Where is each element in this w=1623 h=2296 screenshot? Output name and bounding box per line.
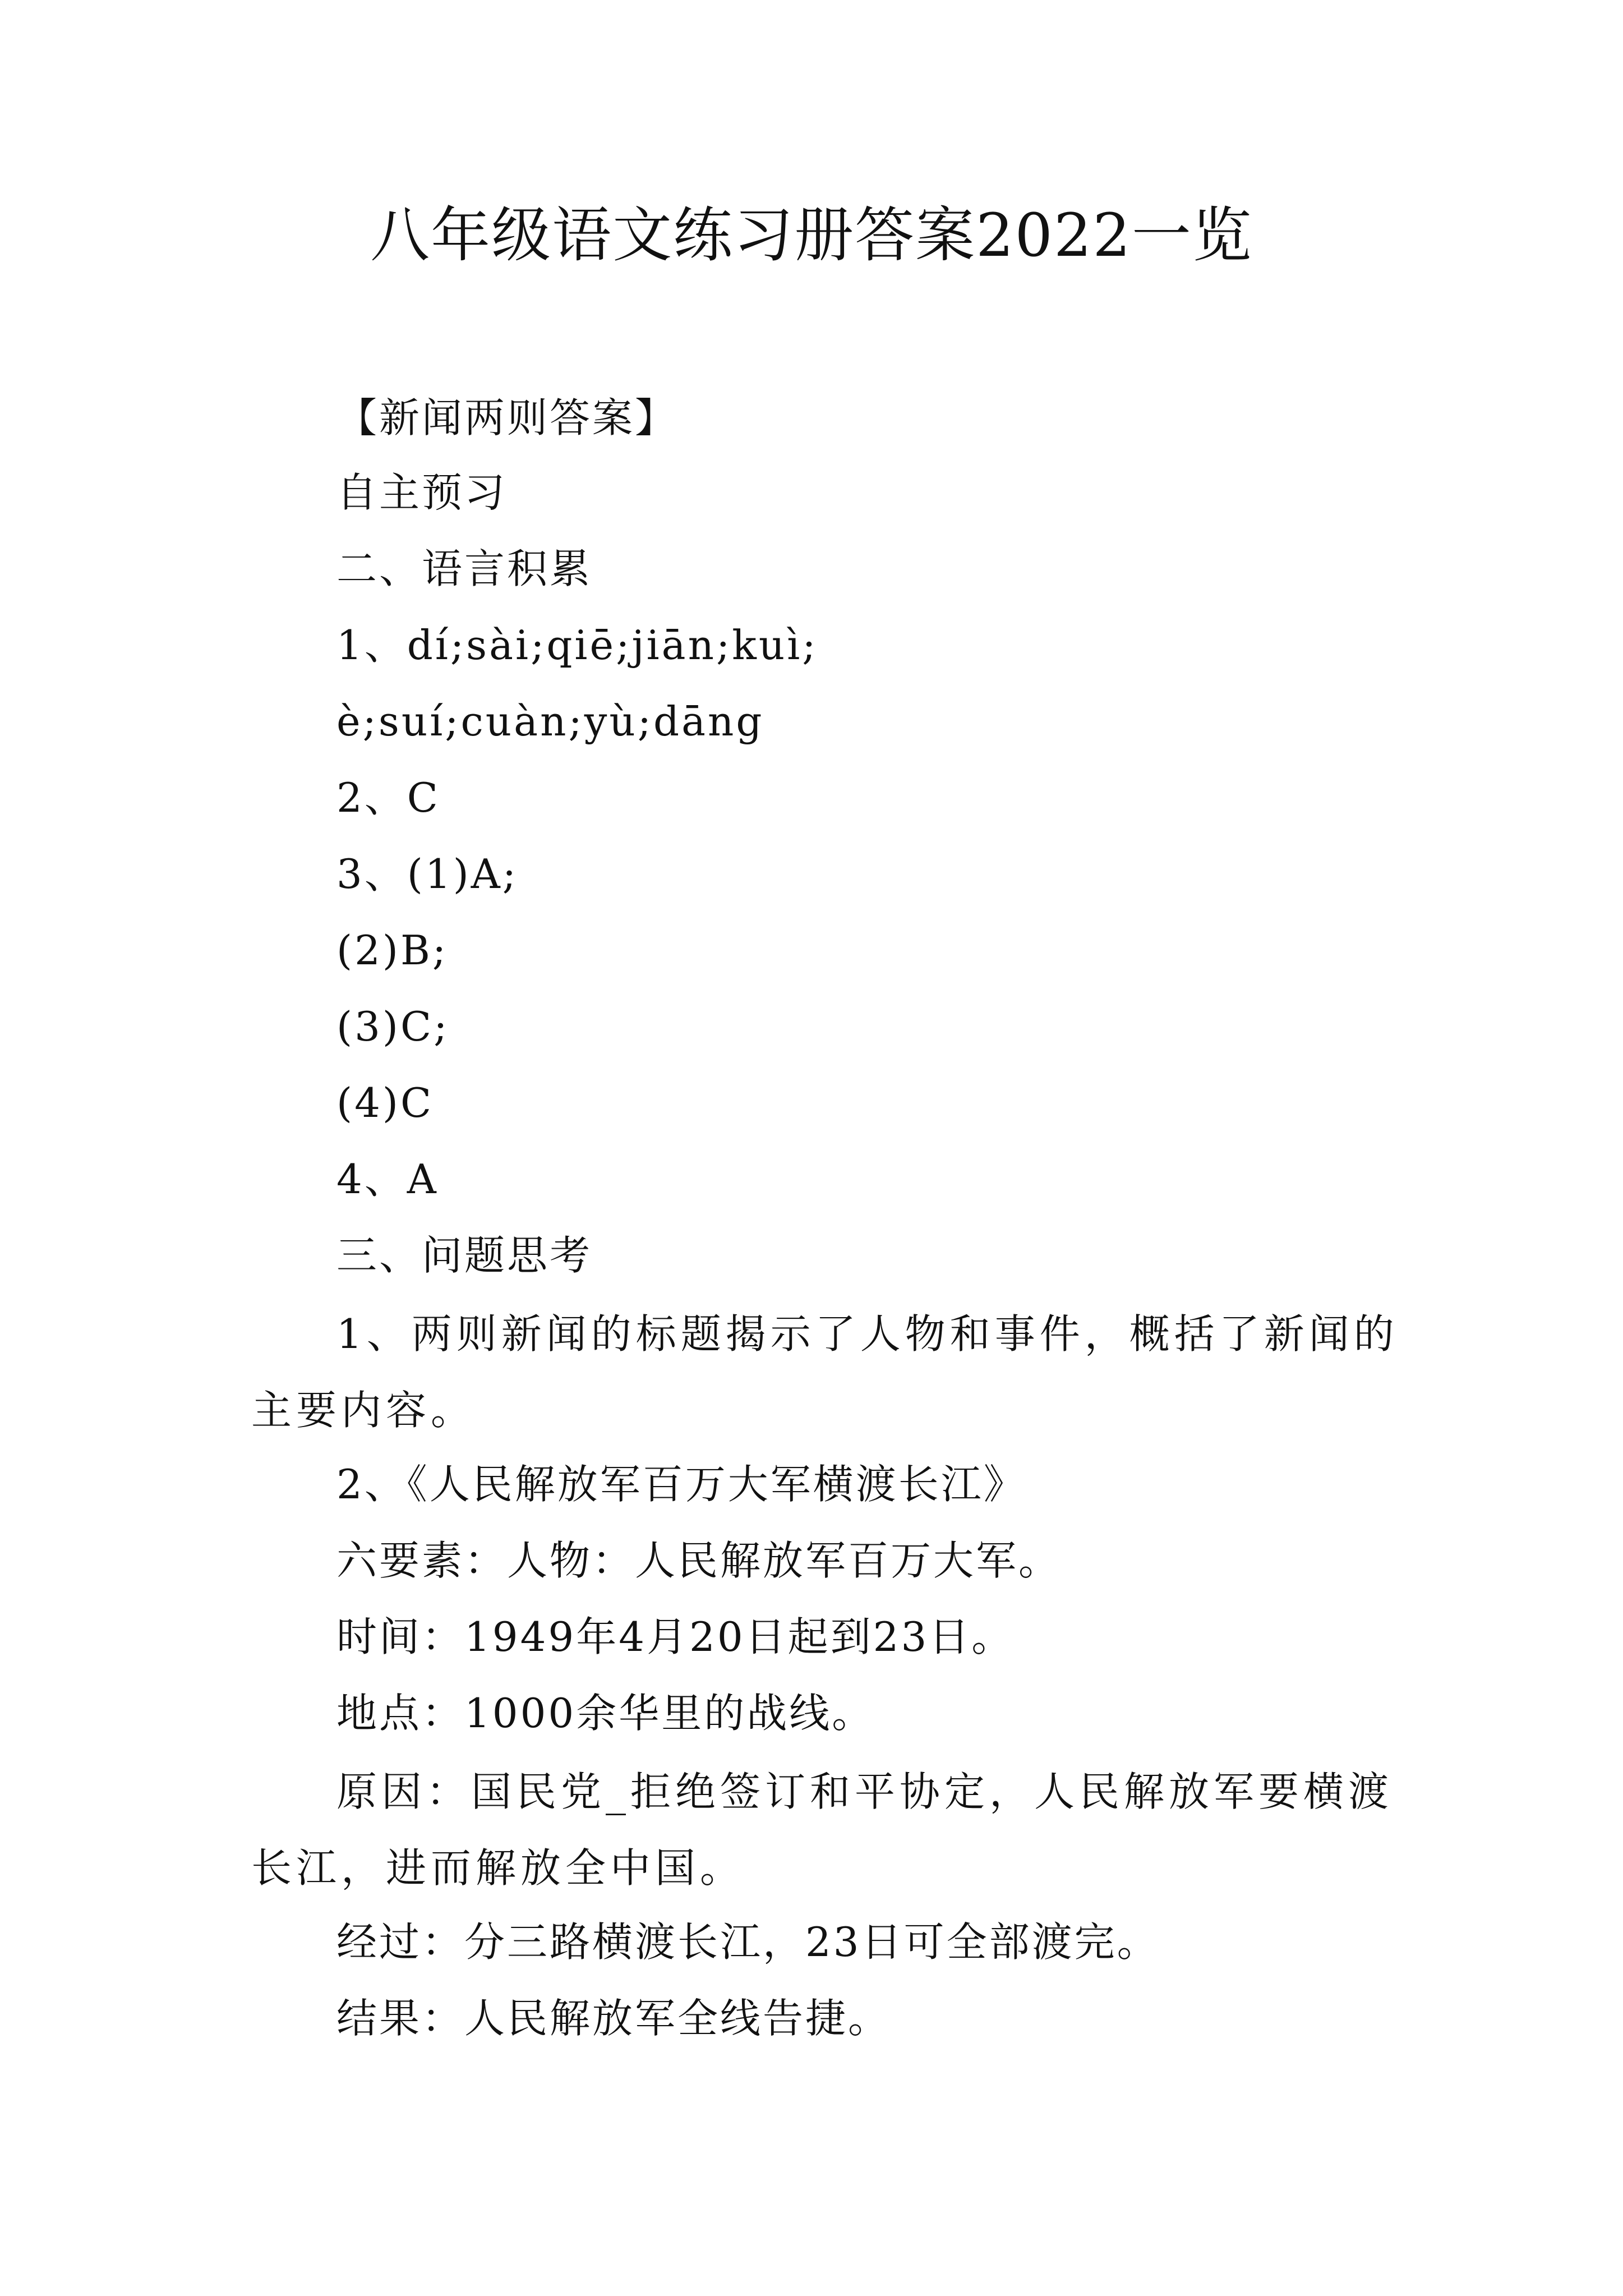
answer-line-process: 经过：分三路横渡长江，23日可全部渡完。 [336,1918,1160,1966]
section-heading-news-answers: 【新闻两则答案】 [336,394,678,441]
answer-line-article-title: 2、《人民解放军百万大军横渡长江》 [336,1461,1026,1508]
subheading-question-thinking: 三、问题思考 [336,1232,593,1279]
answer-line-3-4: (4)C [336,1079,434,1126]
answer-line-time: 时间：1949年4月20日起到23日。 [336,1613,1015,1660]
answer-line-3-3: (3)C; [336,1003,450,1050]
subheading-self-preview: 自主预习 [336,469,508,516]
answer-line-result: 结果：人民解放军全线告捷。 [336,1995,891,2042]
answer-line-six-elements: 六要素：人物：人民解放军百万大军。 [336,1537,1062,1584]
answer-line-3-2: (2)B; [336,927,449,974]
answer-line-pinyin-2: è;suí;cuàn;yù;dāng [336,698,764,745]
subheading-language-accumulation: 二、语言积累 [336,545,593,592]
answer-paragraph-cause: 原因：国民党_拒绝签订和平协定，人民解放军要横渡长江，进而解放全中国。 [251,1768,1394,1892]
answer-paragraph-headline-summary: 1、两则新闻的标题揭示了人物和事件，概括了新闻的主要内容。 [251,1310,1399,1434]
answer-line-3-1: 3、(1)A; [336,850,519,898]
answer-line-4: 4、A [336,1156,439,1203]
answer-line-place: 地点：1000余华里的战线。 [336,1690,875,1737]
answer-line-pinyin-1: 1、dí;sài;qiē;jiān;kuì; [336,622,818,669]
answer-line-2: 2、C [336,774,440,821]
document-title: 八年级语文练习册答案2022一览 [370,201,1253,270]
